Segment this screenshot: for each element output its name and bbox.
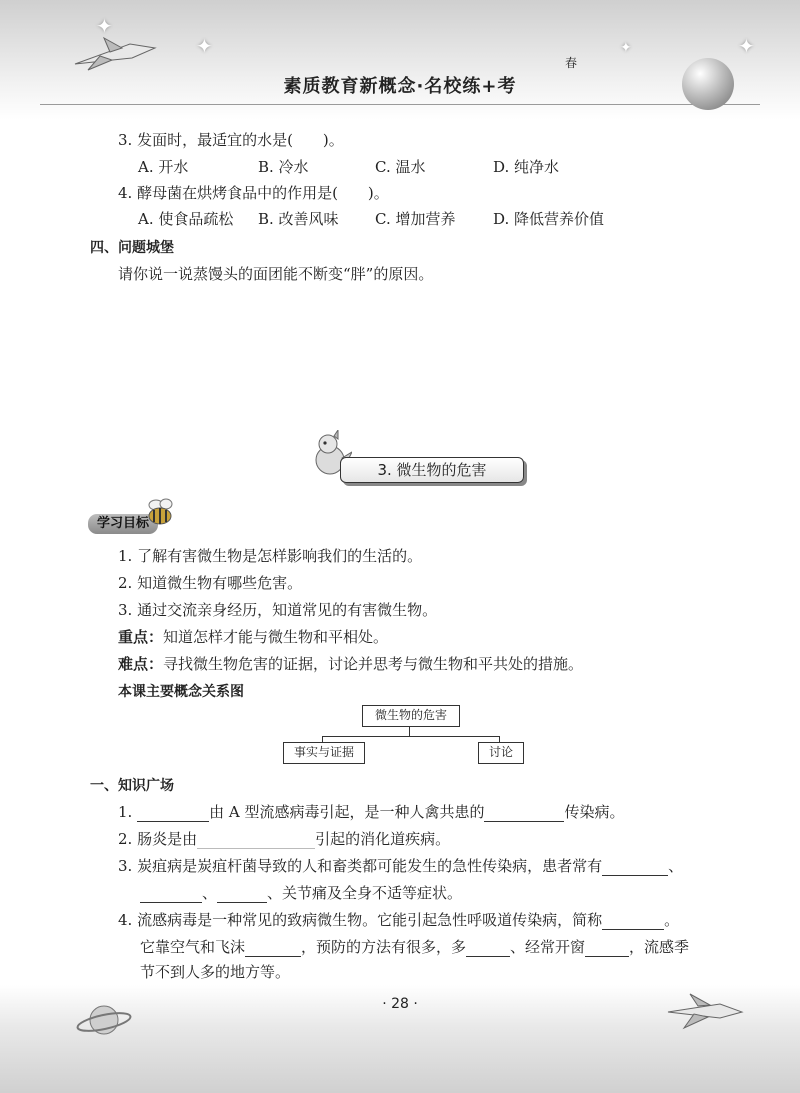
- page-number: · 28 ·: [382, 996, 418, 1012]
- fill-question-3-line-2: [140, 883, 462, 903]
- answer-blank[interactable]: [466, 940, 510, 957]
- option-c: C. 增加营养: [375, 210, 456, 228]
- difficult-point-text: 寻找微生物危害的证据，讨论并思考与微生物和平共处的措施。: [163, 655, 584, 673]
- fill-2-text-b: 引起的消化道疾病。: [315, 830, 451, 848]
- option-b: B. 冷水: [258, 158, 309, 176]
- fill-4-text-f: ，流感季: [629, 938, 690, 956]
- concept-map-connector: [322, 736, 500, 737]
- fill-4-text-b: 。: [664, 911, 680, 929]
- star-icon: ✦: [738, 34, 755, 58]
- option-d: D. 降低营养价值: [493, 210, 605, 228]
- key-point-label: 重点：: [118, 628, 164, 646]
- concept-map-connector: [409, 726, 410, 736]
- option-d: D. 纯净水: [493, 158, 560, 176]
- goal-item-3: 3. 通过交流亲身经历，知道常见的有害微生物。: [118, 601, 438, 619]
- answer-blank[interactable]: [585, 940, 629, 957]
- fill-question-4-line-2: [140, 937, 689, 957]
- fill-question-4-line-3: 节不到人多的地方等。: [140, 963, 291, 981]
- fill-2-text-a: 2. 肠炎是由: [118, 830, 198, 848]
- fill-3-text-b: 、: [668, 857, 684, 875]
- fill-question-3-line-1: [118, 856, 683, 876]
- goal-item-2: 2. 知道微生物有哪些危害。: [118, 574, 303, 592]
- answer-blank[interactable]: [602, 859, 668, 876]
- fill-question-4-line-1: [118, 910, 679, 930]
- header-divider: [40, 104, 760, 105]
- fill-3-text-a: 3. 炭疽病是炭疽杆菌导致的人和畜类都可能发生的急性传染病，患者常有: [118, 857, 603, 875]
- fill-1-number: 1.: [118, 803, 133, 821]
- fill-3-text-d: 、关节痛及全身不适等症状。: [267, 884, 463, 902]
- difficult-point: [118, 654, 583, 674]
- fill-4-text-c: 它靠空气和飞沫: [140, 938, 246, 956]
- answer-blank[interactable]: [602, 913, 664, 930]
- key-point-text: 知道怎样才能与微生物和平相处。: [163, 628, 389, 646]
- goal-item-1: 1. 了解有害微生物是怎样影响我们的生活的。: [118, 547, 423, 565]
- question-3-options: [138, 157, 559, 177]
- answer-blank[interactable]: [217, 886, 267, 903]
- question-3-stem: 3. 发面时，最适宜的水是( )。: [118, 131, 344, 149]
- answer-blank[interactable]: [137, 805, 209, 822]
- question-4-options: [138, 209, 604, 229]
- answer-blank[interactable]: [484, 805, 564, 822]
- concept-map-title: 本课主要概念关系图: [118, 684, 244, 700]
- section-4-question: 请你说一说蒸馒头的面团能不断变“胖”的原因。: [118, 265, 434, 283]
- question-4-stem: 4. 酵母菌在烘烤食品中的作用是( )。: [118, 184, 389, 202]
- fill-1-text-a: 由 A 型流感病毒引起，是一种人禽共患的: [209, 803, 485, 821]
- answer-blank[interactable]: [245, 940, 301, 957]
- option-a: A. 使食品疏松: [138, 210, 234, 228]
- section-1-title: 一、知识广场: [90, 778, 174, 794]
- fill-question-1: [118, 802, 624, 822]
- fill-4-text-d: ，预防的方法有很多，多: [301, 938, 467, 956]
- bee-icon: [144, 496, 176, 526]
- season-label: 春: [565, 56, 578, 70]
- option-a: A. 开水: [138, 158, 189, 176]
- learning-goals-tag: 学习目标: [88, 514, 158, 534]
- concept-map-right-node: 讨论: [478, 742, 524, 764]
- star-icon: ✦: [620, 40, 632, 56]
- option-b: B. 改善风味: [258, 210, 339, 228]
- page-header-title: 素质教育新概念·名校练+考: [283, 76, 517, 97]
- fill-4-text-e: 、经常开窗: [510, 938, 586, 956]
- concept-map-left-node: 事实与证据: [283, 742, 365, 764]
- star-icon: ✦: [96, 14, 113, 38]
- concept-map-root: 微生物的危害: [362, 705, 460, 727]
- answer-blank[interactable]: [140, 886, 202, 903]
- key-point: [118, 627, 388, 647]
- fill-3-text-c: 、: [202, 884, 218, 902]
- option-c: C. 温水: [375, 158, 426, 176]
- answer-blank[interactable]: [197, 832, 315, 849]
- difficult-point-label: 难点：: [118, 655, 164, 673]
- section-4-title: 四、问题城堡: [90, 240, 174, 256]
- lesson-title: 3. 微生物的危害: [340, 457, 524, 483]
- fill-1-text-b: 传染病。: [564, 803, 625, 821]
- shuttle-icon: [70, 34, 160, 74]
- fill-4-text-a: 4. 流感病毒是一种常见的致病微生物。它能引起急性呼吸道传染病，简称: [118, 911, 603, 929]
- fill-question-2: [118, 829, 450, 849]
- star-icon: ✦: [196, 34, 213, 58]
